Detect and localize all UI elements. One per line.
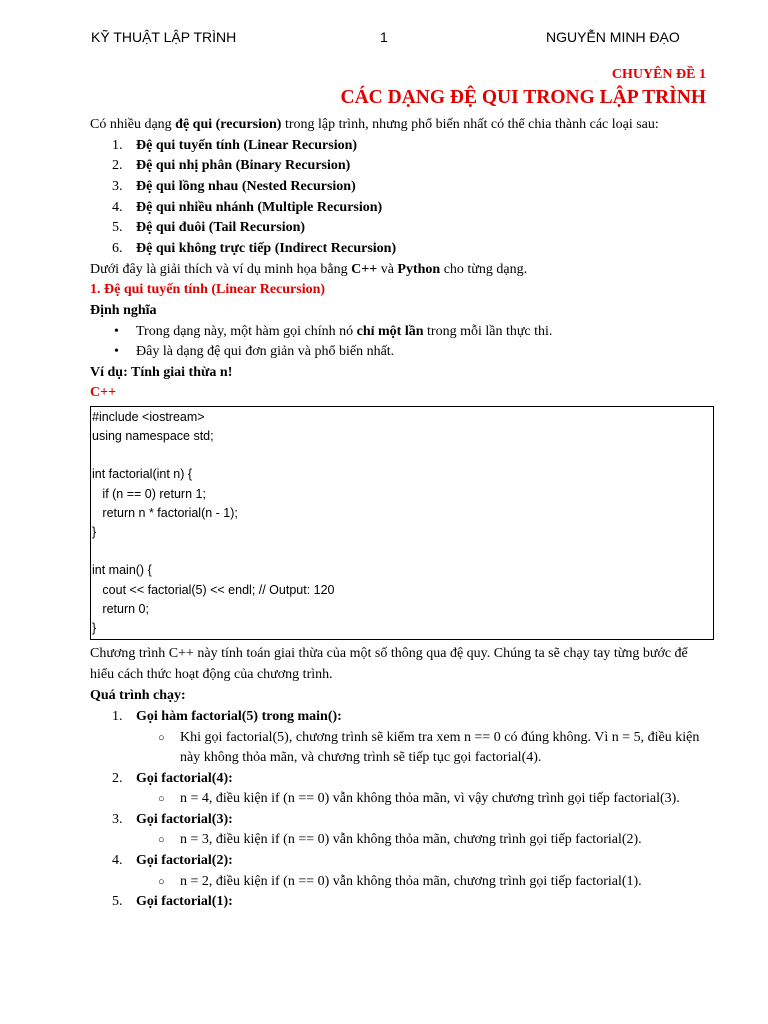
list-item <box>90 136 714 157</box>
list-item <box>90 218 714 239</box>
step-item <box>90 810 714 831</box>
list-number: 3. <box>112 178 123 194</box>
process-heading: Quá trình chạy: <box>90 688 186 704</box>
list-label: Đệ qui tuyến tính (Linear Recursion) <box>136 137 358 153</box>
description-paragraph: Chương trình C++ này tính toán giai thừa của một số thông qua đệ quy. Chúng ta sẽ chạy tay từng bước để hiểu cách thức hoạt động của chương trình. <box>90 646 688 682</box>
explain-paragraph <box>90 260 714 281</box>
intro-paragraph <box>90 115 714 136</box>
code-line: using namespace std; <box>92 429 214 444</box>
explain-python: Python <box>397 261 441 277</box>
list-label: Đệ qui đuôi (Tail Recursion) <box>136 220 306 236</box>
definition-heading: Định nghĩa <box>90 302 157 318</box>
page-header <box>0 29 768 49</box>
step-detail-wrap <box>90 830 714 851</box>
code-line: #include <iostream> <box>92 409 205 424</box>
step-detail: ○ Khi gọi factorial(5), chương trình sẽ kiểm tra xem n == 0 có đúng không. Vì n = 5, điều kiện này không thỏa mãn, và chương trình sẽ tiếp tục gọi factorial(4). <box>90 728 714 769</box>
code-line: return 0; <box>92 601 149 616</box>
intro-text-2: trong lập trình, nhưng phổ biến nhất có thể chia thành các loại sau: <box>281 117 659 132</box>
step-detail: ○ n = 3, điều kiện if (n == 0) vẫn không thỏa mãn, chương trình gọi tiếp factorial(2). <box>90 830 714 851</box>
step-number: 5. <box>112 894 123 910</box>
step-heading: Gọi factorial(2): <box>136 853 233 869</box>
list-label: Đệ qui nhiều nhánh (Multiple Recursion) <box>136 199 383 215</box>
list-label: Đệ qui không trực tiếp (Indirect Recursion) <box>136 241 397 257</box>
code-line <box>91 542 713 561</box>
list-label: Đệ qui nhị phân (Binary Recursion) <box>136 158 351 174</box>
step-heading: Gọi hàm factorial(5) trong main(): <box>136 708 342 724</box>
list-number: 2. <box>112 158 123 174</box>
step-detail-wrap <box>90 728 714 769</box>
code-line: if (n == 0) return 1; <box>92 486 206 501</box>
list-item <box>90 239 714 260</box>
list-item <box>90 156 714 177</box>
step-detail-wrap <box>90 789 714 810</box>
process-steps <box>90 707 714 913</box>
code-line: return n * factorial(n - 1); <box>92 505 238 520</box>
step-number: 4. <box>112 853 123 869</box>
code-line: int main() { <box>92 563 152 578</box>
step-item <box>90 707 714 728</box>
list-number: 6. <box>112 241 123 257</box>
code-line: } <box>92 620 97 635</box>
step-detail: ○ n = 2, điều kiện if (n == 0) vẫn không thỏa mãn, chương trình gọi tiếp factorial(1). <box>90 872 714 893</box>
step-number: 3. <box>112 811 123 827</box>
bullet-item <box>90 322 714 343</box>
list-number: 4. <box>112 199 123 215</box>
header-author: NGUYỄN MINH ĐẠO <box>546 29 680 45</box>
header-course-title: KỸ THUẬT LẬP TRÌNH <box>91 29 237 45</box>
intro-bold-term: đệ qui (recursion) <box>175 117 282 132</box>
intro-text-1: Có nhiều dạng <box>90 117 176 132</box>
step-number: 2. <box>112 770 123 786</box>
code-line <box>91 446 713 465</box>
code-block <box>90 406 714 640</box>
step-item <box>90 892 714 913</box>
step-detail-wrap <box>90 872 714 893</box>
explain-text-1: Dưới đây là giải thích và ví dụ minh họa bằng <box>90 261 352 277</box>
bullet-text: trong mỗi lần thực thi. <box>423 323 553 339</box>
list-number: 5. <box>112 220 123 236</box>
list-number: 1. <box>112 137 123 153</box>
example-heading: Ví dụ: Tính giai thừa n! <box>90 364 233 380</box>
list-label: Đệ qui lồng nhau (Nested Recursion) <box>136 178 356 194</box>
document-body <box>90 115 714 913</box>
step-item <box>90 769 714 790</box>
bullet-item <box>90 342 714 363</box>
language-label: C++ <box>90 385 117 401</box>
header-page-number: 1 <box>380 29 388 45</box>
recursion-types-list <box>90 136 714 260</box>
step-heading: Gọi factorial(1): <box>136 894 233 910</box>
list-item <box>90 198 714 219</box>
explain-text-2: và <box>377 261 398 277</box>
explain-cpp: C++ <box>351 261 378 277</box>
definition-bullets <box>90 322 714 363</box>
step-heading: Gọi factorial(3): <box>136 811 233 827</box>
step-detail: ○ n = 4, điều kiện if (n == 0) vẫn không thỏa mãn, vì vậy chương trình gọi tiếp factorial(3). <box>90 789 714 810</box>
explain-text-3: cho từng dạng. <box>440 261 528 277</box>
step-number: 1. <box>112 708 123 724</box>
code-line: } <box>92 525 97 539</box>
step-item <box>90 851 714 872</box>
document-title: CÁC DẠNG ĐỆ QUI TRONG LẬP TRÌNH <box>340 87 706 108</box>
bullet-text: Trong dạng này, một hàm gọi chính nó <box>136 323 357 339</box>
section-heading: 1. Đệ qui tuyến tính (Linear Recursion) <box>90 282 326 298</box>
step-heading: Gọi factorial(4): <box>136 770 233 786</box>
list-item <box>90 177 714 198</box>
chapter-label: CHUYÊN ĐỀ 1 <box>611 67 706 82</box>
code-line: cout << factorial(5) << endl; // Output: 120 <box>92 582 335 597</box>
bullet-bold: chỉ một lần <box>356 323 424 339</box>
bullet-text: Đây là dạng đệ qui đơn giản và phổ biến nhất. <box>136 344 395 360</box>
code-line: int factorial(int n) { <box>92 467 193 482</box>
